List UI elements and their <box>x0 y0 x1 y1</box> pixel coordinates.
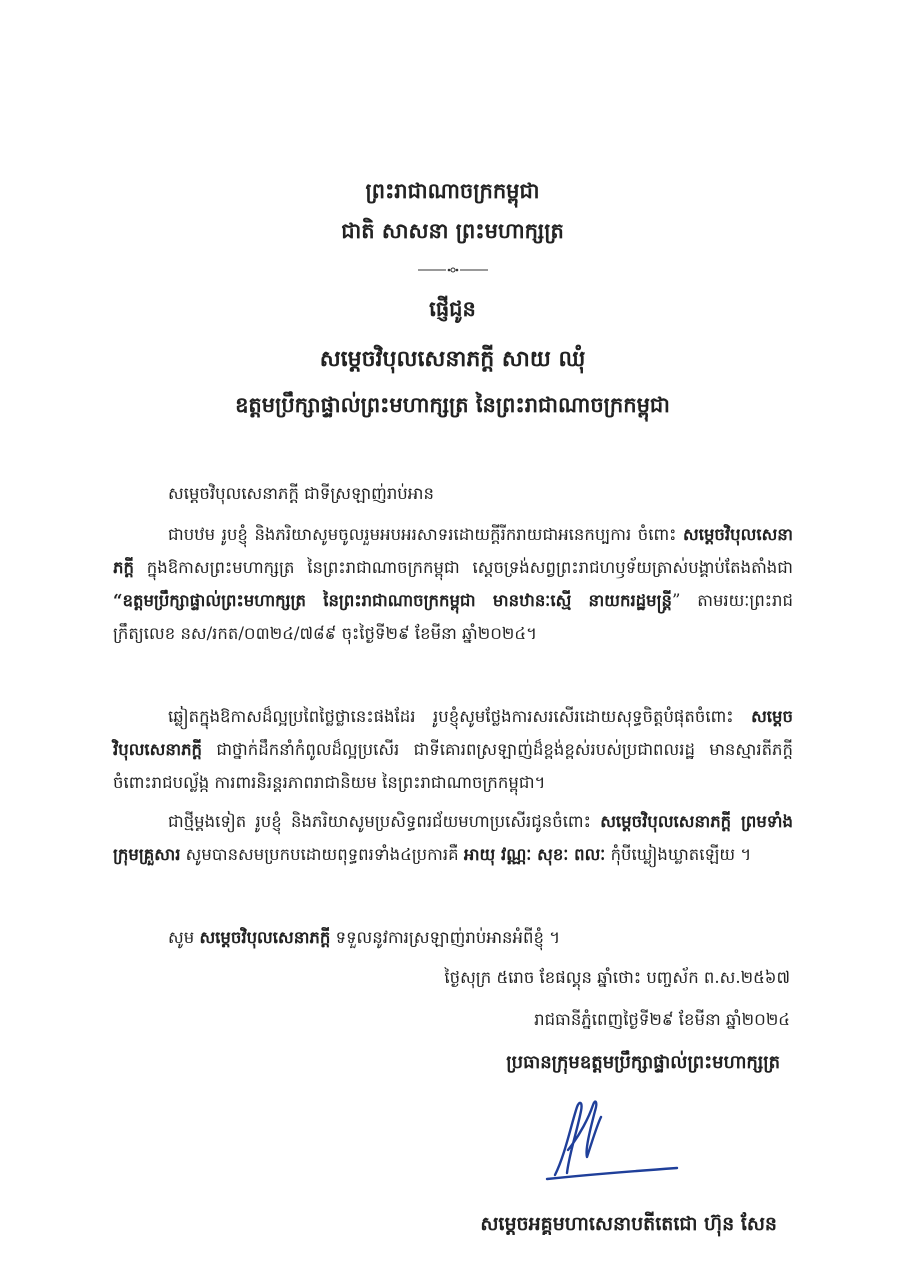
recipient-title-bold: សម្តេចវិបុលសេនាភក្តី <box>199 928 331 947</box>
paragraph-text: សូម <box>168 928 200 947</box>
closing-line <box>168 921 788 954</box>
paragraph-text: ទទួលនូវការស្រឡាញ់រាប់អានអំពីខ្ញុំ ។ <box>330 928 561 947</box>
signature-icon <box>535 1095 685 1185</box>
motto-heading: ជាតិ សាសនា ព្រះមហាក្សត្រ <box>341 218 564 243</box>
paragraph-blessing <box>113 805 793 871</box>
lunar-date: ថ្ងៃសុក្រ ៥រោច ខែផល្គុន ឆ្នាំថោះ បញ្ចស័ក ព.ស.២៥៦៧ <box>444 968 790 987</box>
addressed-to-heading: ផ្ញើជូន <box>429 296 476 321</box>
appointment-title-bold: “ឧត្តមប្រឹក្សាផ្ទាល់ព្រះមហាក្សត្រ នៃព្រះរាជាណាចក្រកម្ពុជា មានឋានៈស្មើ នាយករដ្ឋមន្រ្តី <box>113 591 673 610</box>
paragraph-text: ” តាមរយៈព្រះរាជក្រឹត្យលេខ នស/រកត/០៣២៤/៧៨៩ ចុះថ្ងៃទី២៩ ខែមីនា ឆ្នាំ២០២៤។ <box>113 591 793 643</box>
paragraph-text: ជាថ្នាក់ដឹកនាំកំពូលដ៏ល្អប្រសើរ ជាទីគោរពស្រឡាញ់ដ៏ខ្ពង់ខ្ពស់របស់ប្រជាពលរដ្ឋ មានស្មារតីភក្តីចំពោះរាជបល្ល័ង្ក ការពារនិរន្តរភាពរាជានិយម នៃព្រះរាជាណាចក្រកម្ពុជា។ <box>113 740 793 792</box>
paragraph-text: ក្នុងឱកាសព្រះមហាក្សត្រ នៃព្រះរាជាណាចក្រកម្ពុជា ស្តេចទ្រង់សព្វព្រះរាជហឫទ័យត្រាស់បង្គាប់តែងតាំងជា <box>133 558 793 577</box>
paragraph-text: ជាថ្មីម្តងទៀត រូបខ្ញុំ និងភរិយាសូមប្រសិទ្ធពរជ័យមហាប្រសើរជូនចំពោះ <box>168 812 601 831</box>
recipient-position: ឧត្តមប្រឹក្សាផ្ទាល់ព្រះមហាក្សត្រ នៃព្រះរាជាណាចក្រកម្ពុជា <box>235 392 670 417</box>
paragraph-text: ជាបឋម រូបខ្ញុំ និងភរិយាសូមចូលរួមអបអរសាទរដោយក្តីរីករាយជាអនេកប្បការ ចំពោះ <box>168 525 684 544</box>
blessings-bold: អាយុ វណ្ណៈ សុខៈ ពលៈ <box>463 845 606 864</box>
paragraph-text: ឆ្លៀតក្នុងឱកាសដ៏ល្អប្រពៃថ្លៃថ្លានេះផងដែរ រូបខ្ញុំសូមថ្លែងការសរសើរដោយសុទ្ធចិត្តបំផុតចំពោះ <box>168 707 752 726</box>
kingdom-heading: ព្រះរាជាណាចក្រកម្ពុជា <box>365 178 540 203</box>
signer-title: ប្រធានក្រុមឧត្តមប្រឹក្សាផ្ទាល់ព្រះមហាក្សត្រ <box>506 1052 780 1073</box>
signer-name: សម្តេចអគ្គមហាសេនាបតីតេជោ ហ៊ុន សែន <box>480 1213 777 1235</box>
paragraph-text: កុំបីឃ្លៀងឃ្លាតឡើយ ។ <box>605 845 752 864</box>
paragraph-praise <box>113 700 793 799</box>
paragraph-text: សូមបានសមប្រកបដោយពុទ្ធពរទាំង៤ប្រការគឺ <box>180 845 464 864</box>
salutation: សម្តេចវិបុលសេនាភក្តី ជាទីស្រឡាញ់រាប់អាន <box>168 484 434 503</box>
recipient-title-bold: សម្តេចវិបុលសេនាភក្តី <box>113 525 793 577</box>
ornament-divider-icon <box>418 266 488 274</box>
recipient-title-bold: សម្តេចវិបុលសេនាភក្តី <box>113 707 793 759</box>
paragraph-congratulations <box>113 518 793 650</box>
recipient-name: សម្តេចវិបុលសេនាភក្តី សាយ ឈុំ <box>319 346 586 372</box>
recipient-family-bold: សម្តេចវិបុលសេនាភក្តី ព្រមទាំងក្រុមគ្រួសារ <box>113 812 793 864</box>
place-and-date: រាជធានីភ្នំពេញថ្ងៃទី២៩ ខែមីនា ឆ្នាំ២០២៤ <box>534 1010 790 1029</box>
